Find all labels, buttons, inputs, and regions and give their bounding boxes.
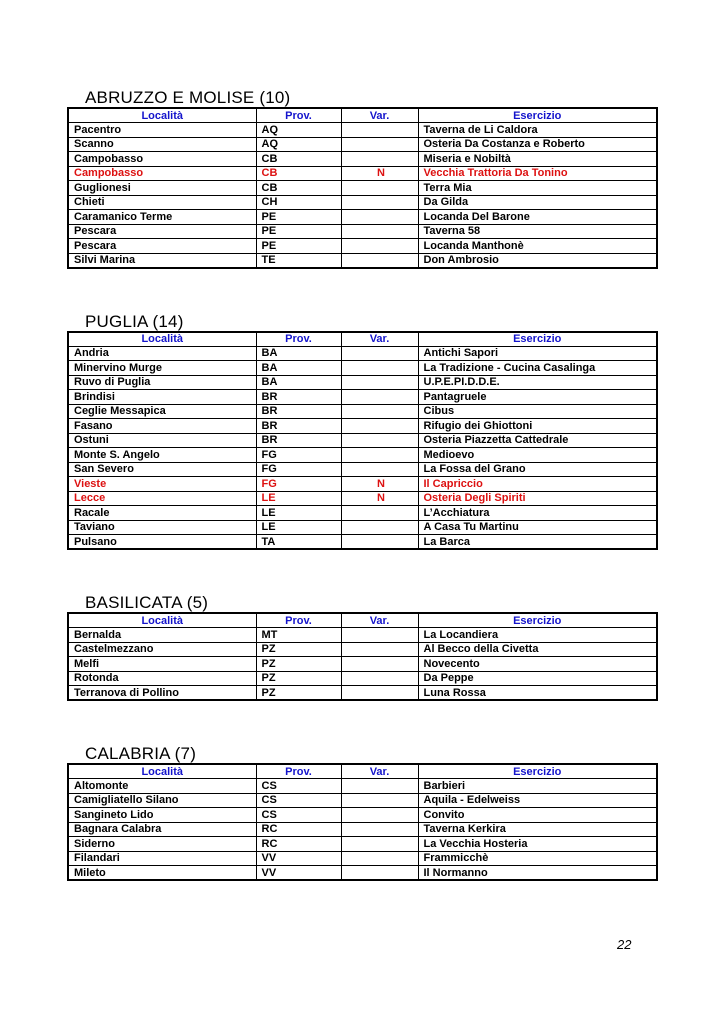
cell-esercizio: Terra Mia [418,181,657,196]
cell-prov: CH [256,195,341,210]
table-row [68,822,657,837]
cell-prov: LE [256,520,341,535]
cell-esercizio: Osteria Degli Spiriti [418,491,657,506]
cell-var [341,239,418,254]
cell-prov: AQ [256,137,341,152]
cell-prov: BR [256,390,341,405]
column-header-var: Var. [341,764,418,779]
table-row [68,779,657,794]
column-header-prov: Prov. [256,613,341,628]
column-header-localita: Località [68,108,256,123]
table-row [68,851,657,866]
cell-prov: TE [256,253,341,268]
cell-prov: FG [256,462,341,477]
region-table [67,612,658,701]
cell-localita: Ceglie Messapica [68,404,256,419]
cell-localita: Terranova di Pollino [68,686,256,701]
cell-prov: AQ [256,123,341,138]
cell-localita: Scanno [68,137,256,152]
table-row [68,837,657,852]
cell-esercizio: Il Normanno [418,866,657,881]
cell-localita: Pacentro [68,123,256,138]
cell-localita: Lecce [68,491,256,506]
table-row [68,123,657,138]
cell-prov: CS [256,808,341,823]
cell-var [341,375,418,390]
cell-localita: Taviano [68,520,256,535]
cell-var [341,462,418,477]
cell-var [341,390,418,405]
cell-prov: BR [256,419,341,434]
cell-prov: RC [256,837,341,852]
table-row [68,390,657,405]
cell-var [341,433,418,448]
column-header-esercizio: Esercizio [418,332,657,347]
cell-prov: BA [256,361,341,376]
cell-var [341,195,418,210]
cell-prov: LE [256,506,341,521]
cell-var [341,642,418,657]
cell-var [341,851,418,866]
cell-prov: VV [256,851,341,866]
table-row [68,642,657,657]
cell-prov: BA [256,346,341,361]
column-header-localita: Località [68,764,256,779]
cell-var [341,361,418,376]
cell-localita: Filandari [68,851,256,866]
cell-var [341,123,418,138]
cell-prov: BA [256,375,341,390]
table-row [68,506,657,521]
table-row [68,628,657,643]
table-row [68,419,657,434]
cell-var [341,137,418,152]
cell-localita: Guglionesi [68,181,256,196]
cell-esercizio: L’Acchiatura [418,506,657,521]
cell-var [341,346,418,361]
cell-esercizio: Taverna 58 [418,224,657,239]
column-header-var: Var. [341,108,418,123]
table-row [68,462,657,477]
cell-localita: Castelmezzano [68,642,256,657]
cell-prov: PE [256,224,341,239]
table-row [68,477,657,492]
region-table [67,331,658,551]
cell-esercizio: Osteria Da Costanza e Roberto [418,137,657,152]
table-row [68,671,657,686]
cell-localita: Mileto [68,866,256,881]
cell-var [341,793,418,808]
table-row [68,253,657,268]
column-header-esercizio: Esercizio [418,108,657,123]
cell-esercizio: Frammicchè [418,851,657,866]
cell-localita: Silvi Marina [68,253,256,268]
cell-var [341,779,418,794]
section-title: BASILICATA (5) [85,593,209,612]
region-section [67,744,656,881]
table-row [68,137,657,152]
sections-container [67,88,656,881]
table-row [68,657,657,672]
column-header-esercizio: Esercizio [418,613,657,628]
section-title: ABRUZZO E MOLISE (10) [85,88,291,107]
cell-esercizio: Novecento [418,657,657,672]
cell-prov: MT [256,628,341,643]
cell-esercizio: Il Capriccio [418,477,657,492]
cell-var [341,520,418,535]
table-row [68,210,657,225]
cell-esercizio: La Locandiera [418,628,657,643]
cell-prov: CB [256,166,341,181]
cell-localita: Pescara [68,239,256,254]
cell-prov: PZ [256,686,341,701]
table-row [68,448,657,463]
cell-localita: Siderno [68,837,256,852]
table-row [68,375,657,390]
header-row [68,108,657,123]
section-title: CALABRIA (7) [85,744,197,763]
cell-esercizio: A Casa Tu Martinu [418,520,657,535]
cell-prov: CS [256,793,341,808]
cell-prov: CB [256,181,341,196]
cell-var [341,822,418,837]
table-row [68,866,657,881]
cell-var [341,181,418,196]
cell-var [341,628,418,643]
cell-prov: PE [256,210,341,225]
region-section [67,312,656,551]
cell-prov: PZ [256,671,341,686]
column-header-var: Var. [341,613,418,628]
page-content [67,0,656,881]
cell-localita: Vieste [68,477,256,492]
cell-esercizio: Osteria Piazzetta Cattedrale [418,433,657,448]
cell-esercizio: Medioevo [418,448,657,463]
cell-esercizio: Locanda Manthonè [418,239,657,254]
cell-prov: FG [256,477,341,492]
table-row [68,166,657,181]
table-row [68,181,657,196]
cell-var [341,448,418,463]
cell-localita: Brindisi [68,390,256,405]
cell-localita: Minervino Murge [68,361,256,376]
cell-localita: Rotonda [68,671,256,686]
cell-localita: Sangineto Lido [68,808,256,823]
table-row [68,224,657,239]
table-row [68,346,657,361]
table-row [68,361,657,376]
cell-localita: Bernalda [68,628,256,643]
cell-localita: Ruvo di Puglia [68,375,256,390]
table-row [68,808,657,823]
cell-esercizio: U.P.E.PI.D.D.E. [418,375,657,390]
cell-esercizio: Luna Rossa [418,686,657,701]
cell-localita: Andria [68,346,256,361]
cell-prov: BR [256,433,341,448]
table-row [68,195,657,210]
cell-var [341,419,418,434]
cell-localita: Melfi [68,657,256,672]
header-row [68,332,657,347]
cell-localita: Pescara [68,224,256,239]
table-row [68,404,657,419]
cell-localita: Ostuni [68,433,256,448]
region-section [67,88,656,269]
cell-localita: Campobasso [68,152,256,167]
cell-localita: Caramanico Terme [68,210,256,225]
cell-localita: Altomonte [68,779,256,794]
cell-esercizio: Da Gilda [418,195,657,210]
cell-esercizio: Aquila - Edelweiss [418,793,657,808]
cell-var [341,866,418,881]
table-row [68,535,657,550]
table-row [68,491,657,506]
cell-var [341,686,418,701]
cell-esercizio: Da Peppe [418,671,657,686]
column-header-var: Var. [341,332,418,347]
header-row [68,764,657,779]
table-row [68,686,657,701]
cell-prov: PZ [256,657,341,672]
cell-esercizio: Don Ambrosio [418,253,657,268]
cell-esercizio: Barbieri [418,779,657,794]
header-row [68,613,657,628]
cell-prov: PE [256,239,341,254]
cell-esercizio: Taverna de Li Caldora [418,123,657,138]
cell-esercizio: La Fossa del Grano [418,462,657,477]
column-header-prov: Prov. [256,108,341,123]
cell-var: N [341,491,418,506]
cell-var [341,671,418,686]
cell-esercizio: Rifugio dei Ghiottoni [418,419,657,434]
cell-prov: RC [256,822,341,837]
cell-esercizio: Miseria e Nobiltà [418,152,657,167]
cell-localita: Pulsano [68,535,256,550]
cell-var [341,152,418,167]
cell-var [341,404,418,419]
region-table [67,107,658,269]
cell-var [341,210,418,225]
cell-var [341,837,418,852]
cell-prov: CS [256,779,341,794]
cell-localita: Monte S. Angelo [68,448,256,463]
section-title: PUGLIA (14) [85,311,184,331]
table-row [68,520,657,535]
cell-prov: CB [256,152,341,167]
table-row [68,433,657,448]
cell-esercizio: Convito [418,808,657,823]
region-table [67,763,658,881]
cell-esercizio: La Vecchia Hosteria [418,837,657,852]
table-row [68,239,657,254]
region-section [67,593,656,701]
cell-var: N [341,166,418,181]
cell-var [341,808,418,823]
cell-localita: Fasano [68,419,256,434]
cell-var [341,535,418,550]
cell-prov: FG [256,448,341,463]
cell-esercizio: Cibus [418,404,657,419]
cell-prov: BR [256,404,341,419]
cell-esercizio: Antichi Sapori [418,346,657,361]
cell-localita: Bagnara Calabra [68,822,256,837]
cell-prov: LE [256,491,341,506]
cell-localita: Campobasso [68,166,256,181]
column-header-localita: Località [68,332,256,347]
column-header-esercizio: Esercizio [418,764,657,779]
cell-var: N [341,477,418,492]
cell-localita: Camigliatello Silano [68,793,256,808]
column-header-prov: Prov. [256,332,341,347]
cell-esercizio: Locanda Del Barone [418,210,657,225]
cell-localita: Racale [68,506,256,521]
column-header-prov: Prov. [256,764,341,779]
cell-esercizio: Vecchia Trattoria Da Tonino [418,166,657,181]
cell-var [341,224,418,239]
cell-prov: TA [256,535,341,550]
cell-prov: VV [256,866,341,881]
column-header-localita: Località [68,613,256,628]
cell-var [341,657,418,672]
cell-var [341,506,418,521]
cell-localita: Chieti [68,195,256,210]
page-number: 22 [617,937,632,952]
table-row [68,152,657,167]
cell-localita: San Severo [68,462,256,477]
cell-esercizio: La Barca [418,535,657,550]
cell-esercizio: Pantagruele [418,390,657,405]
table-row [68,793,657,808]
cell-esercizio: Al Becco della Civetta [418,642,657,657]
cell-var [341,253,418,268]
cell-esercizio: La Tradizione - Cucina Casalinga [418,361,657,376]
cell-esercizio: Taverna Kerkira [418,822,657,837]
cell-prov: PZ [256,642,341,657]
